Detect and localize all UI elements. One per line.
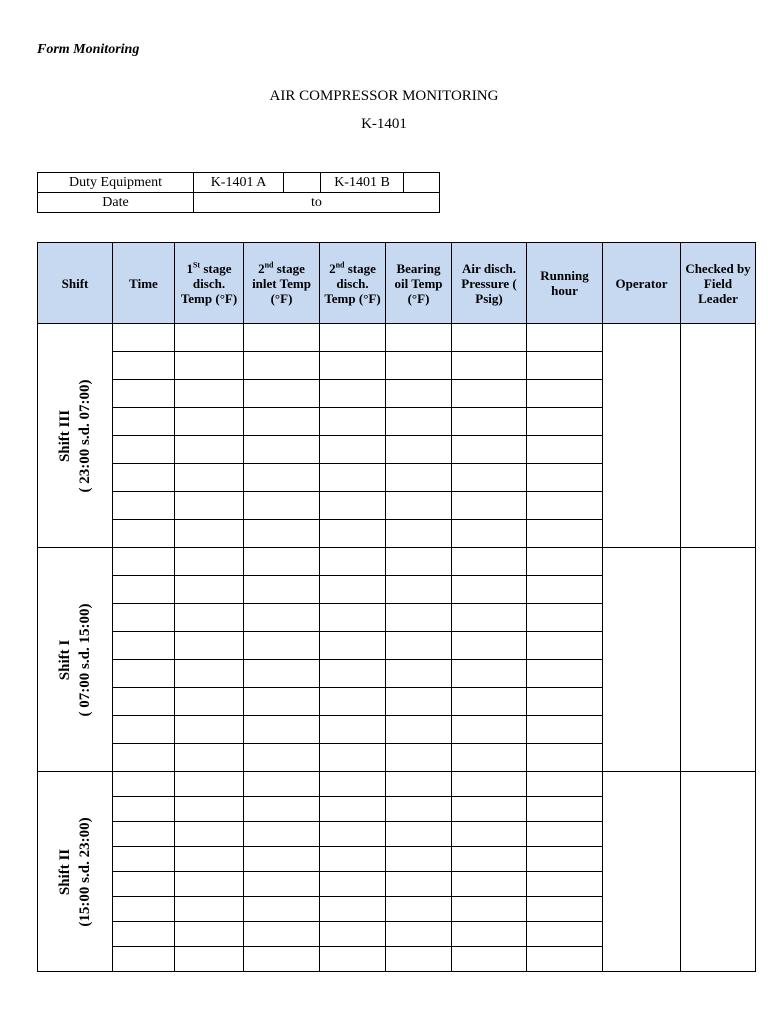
col-time: Time <box>113 243 175 324</box>
ordinal-suffix: nd <box>335 260 345 270</box>
ordinal-number: 1 <box>186 260 193 276</box>
second-stage-disch-temp-cell[interactable] <box>320 352 386 380</box>
col-first-stage-disch-temp <box>175 243 244 324</box>
time-cell[interactable] <box>113 632 175 660</box>
air-disch-pressure-cell[interactable] <box>452 688 527 716</box>
second-stage-disch-temp-cell[interactable] <box>320 744 386 772</box>
bearing-oil-temp-cell[interactable] <box>386 352 452 380</box>
table-row <box>38 772 756 797</box>
bearing-oil-temp-cell[interactable] <box>386 688 452 716</box>
shift-label <box>55 603 95 716</box>
running-hour-cell[interactable] <box>527 492 603 520</box>
page-title: AIR COMPRESSOR MONITORING <box>269 88 499 104</box>
time-cell[interactable] <box>113 897 175 922</box>
air-disch-pressure-cell[interactable] <box>452 520 527 548</box>
time-cell[interactable] <box>113 822 175 847</box>
shift-cell <box>38 324 113 548</box>
time-cell[interactable] <box>113 688 175 716</box>
running-hour-cell[interactable] <box>527 897 603 922</box>
second-stage-inlet-temp-cell[interactable] <box>244 872 320 897</box>
running-hour-cell[interactable] <box>527 772 603 797</box>
running-hour-cell[interactable] <box>527 822 603 847</box>
time-cell[interactable] <box>113 324 175 352</box>
air-disch-pressure-cell[interactable] <box>452 797 527 822</box>
second-stage-inlet-temp-cell[interactable] <box>244 408 320 436</box>
running-hour-cell[interactable] <box>527 352 603 380</box>
first-stage-disch-temp-cell[interactable] <box>175 872 244 897</box>
air-disch-pressure-cell[interactable] <box>452 436 527 464</box>
second-stage-inlet-temp-cell[interactable] <box>244 660 320 688</box>
second-stage-inlet-temp-cell[interactable] <box>244 520 320 548</box>
duty-label: Duty Equipment <box>38 173 194 193</box>
second-stage-inlet-temp-cell[interactable] <box>244 464 320 492</box>
operator-cell[interactable] <box>603 772 681 972</box>
checked-by-cell[interactable] <box>681 548 756 772</box>
second-stage-inlet-temp-cell[interactable] <box>244 436 320 464</box>
shift-name: Shift III <box>57 409 73 462</box>
duty-check-b[interactable] <box>404 173 440 193</box>
checked-by-cell[interactable] <box>681 772 756 972</box>
second-stage-inlet-temp-cell[interactable] <box>244 352 320 380</box>
second-stage-disch-temp-cell[interactable] <box>320 716 386 744</box>
air-disch-pressure-cell[interactable] <box>452 408 527 436</box>
air-disch-pressure-cell[interactable] <box>452 632 527 660</box>
air-disch-pressure-cell[interactable] <box>452 772 527 797</box>
bearing-oil-temp-cell[interactable] <box>386 464 452 492</box>
running-hour-cell[interactable] <box>527 797 603 822</box>
second-stage-disch-temp-cell[interactable] <box>320 947 386 972</box>
duty-option-b: K-1401 B <box>321 173 404 193</box>
running-hour-cell[interactable] <box>527 922 603 947</box>
first-stage-disch-temp-cell[interactable] <box>175 492 244 520</box>
time-cell[interactable] <box>113 797 175 822</box>
air-disch-pressure-cell[interactable] <box>452 947 527 972</box>
form-label: Form Monitoring <box>37 42 140 57</box>
time-cell[interactable] <box>113 660 175 688</box>
first-stage-disch-temp-cell[interactable] <box>175 744 244 772</box>
bearing-oil-temp-cell[interactable] <box>386 436 452 464</box>
running-hour-cell[interactable] <box>527 324 603 352</box>
air-disch-pressure-cell[interactable] <box>452 660 527 688</box>
duty-row <box>38 173 440 193</box>
time-cell[interactable] <box>113 492 175 520</box>
second-stage-disch-temp-cell[interactable] <box>320 897 386 922</box>
bearing-oil-temp-cell[interactable] <box>386 872 452 897</box>
ordinal-suffix: nd <box>264 260 274 270</box>
second-stage-disch-temp-cell[interactable] <box>320 604 386 632</box>
air-disch-pressure-cell[interactable] <box>452 897 527 922</box>
ordinal-number: 2 <box>329 260 336 276</box>
second-stage-disch-temp-cell[interactable] <box>320 548 386 576</box>
running-hour-cell[interactable] <box>527 688 603 716</box>
time-cell[interactable] <box>113 520 175 548</box>
second-stage-disch-temp-cell[interactable] <box>320 822 386 847</box>
table-body <box>38 324 756 972</box>
time-cell[interactable] <box>113 772 175 797</box>
running-hour-cell[interactable] <box>527 632 603 660</box>
bearing-oil-temp-cell[interactable] <box>386 660 452 688</box>
time-cell[interactable] <box>113 352 175 380</box>
running-hour-cell[interactable] <box>527 847 603 872</box>
second-stage-disch-temp-cell[interactable] <box>320 576 386 604</box>
running-hour-cell[interactable] <box>527 716 603 744</box>
second-stage-disch-temp-cell[interactable] <box>320 660 386 688</box>
bearing-oil-temp-cell[interactable] <box>386 744 452 772</box>
first-stage-disch-temp-cell[interactable] <box>175 660 244 688</box>
duty-option-a: K-1401 A <box>194 173 284 193</box>
second-stage-inlet-temp-cell[interactable] <box>244 380 320 408</box>
bearing-oil-temp-cell[interactable] <box>386 847 452 872</box>
shift-cell <box>38 772 113 972</box>
shift-hours: ( 07:00 s.d. 15:00) <box>77 603 93 716</box>
shift-label <box>55 817 95 926</box>
second-stage-inlet-temp-cell[interactable] <box>244 576 320 604</box>
shift-cell <box>38 548 113 772</box>
monitoring-table <box>37 242 756 972</box>
checked-by-cell[interactable] <box>681 324 756 548</box>
second-stage-disch-temp-cell[interactable] <box>320 632 386 660</box>
second-stage-disch-temp-cell[interactable] <box>320 688 386 716</box>
air-disch-pressure-cell[interactable] <box>452 872 527 897</box>
running-hour-cell[interactable] <box>527 576 603 604</box>
bearing-oil-temp-cell[interactable] <box>386 380 452 408</box>
col-operator: Operator <box>603 243 681 324</box>
page-subtitle: K-1401 <box>361 116 407 132</box>
second-stage-inlet-temp-cell[interactable] <box>244 492 320 520</box>
ordinal-number: 2 <box>258 260 265 276</box>
air-disch-pressure-cell[interactable] <box>452 744 527 772</box>
table-row <box>38 548 756 576</box>
second-stage-disch-temp-cell[interactable] <box>320 380 386 408</box>
col-checked-by: Checked by Field Leader <box>681 243 756 324</box>
first-stage-disch-temp-cell[interactable] <box>175 716 244 744</box>
time-cell[interactable] <box>113 380 175 408</box>
first-stage-disch-temp-cell[interactable] <box>175 847 244 872</box>
running-hour-cell[interactable] <box>527 464 603 492</box>
second-stage-disch-temp-cell[interactable] <box>320 520 386 548</box>
bearing-oil-temp-cell[interactable] <box>386 897 452 922</box>
running-hour-cell[interactable] <box>527 947 603 972</box>
air-disch-pressure-cell[interactable] <box>452 380 527 408</box>
col-air-disch-pressure: Air disch. Pressure ( Psig) <box>452 243 527 324</box>
second-stage-inlet-temp-cell[interactable] <box>244 947 320 972</box>
running-hour-cell[interactable] <box>527 408 603 436</box>
bearing-oil-temp-cell[interactable] <box>386 772 452 797</box>
bearing-oil-temp-cell[interactable] <box>386 822 452 847</box>
col-label-rest: stage inlet Temp (°F) <box>252 260 311 306</box>
shift-name: Shift I <box>57 639 73 680</box>
ordinal-suffix: St <box>192 260 201 270</box>
second-stage-inlet-temp-cell[interactable] <box>244 744 320 772</box>
second-stage-inlet-temp-cell[interactable] <box>244 324 320 352</box>
first-stage-disch-temp-cell[interactable] <box>175 632 244 660</box>
air-disch-pressure-cell[interactable] <box>452 352 527 380</box>
air-disch-pressure-cell[interactable] <box>452 716 527 744</box>
first-stage-disch-temp-cell[interactable] <box>175 897 244 922</box>
bearing-oil-temp-cell[interactable] <box>386 408 452 436</box>
running-hour-cell[interactable] <box>527 604 603 632</box>
col-label-rest: stage disch. Temp (°F) <box>324 260 381 306</box>
time-cell[interactable] <box>113 436 175 464</box>
running-hour-cell[interactable] <box>527 548 603 576</box>
first-stage-disch-temp-cell[interactable] <box>175 688 244 716</box>
second-stage-disch-temp-cell[interactable] <box>320 797 386 822</box>
second-stage-disch-temp-cell[interactable] <box>320 324 386 352</box>
second-stage-inlet-temp-cell[interactable] <box>244 548 320 576</box>
time-cell[interactable] <box>113 548 175 576</box>
air-disch-pressure-cell[interactable] <box>452 922 527 947</box>
second-stage-inlet-temp-cell[interactable] <box>244 822 320 847</box>
second-stage-disch-temp-cell[interactable] <box>320 464 386 492</box>
first-stage-disch-temp-cell[interactable] <box>175 408 244 436</box>
second-stage-disch-temp-cell[interactable] <box>320 408 386 436</box>
date-range-field[interactable]: to <box>194 193 440 213</box>
shift-hours: (15:00 s.d. 23:00) <box>77 816 93 927</box>
running-hour-cell[interactable] <box>527 744 603 772</box>
air-disch-pressure-cell[interactable] <box>452 492 527 520</box>
time-cell[interactable] <box>113 922 175 947</box>
second-stage-inlet-temp-cell[interactable] <box>244 604 320 632</box>
first-stage-disch-temp-cell[interactable] <box>175 520 244 548</box>
time-cell[interactable] <box>113 408 175 436</box>
running-hour-cell[interactable] <box>527 436 603 464</box>
air-disch-pressure-cell[interactable] <box>452 464 527 492</box>
bearing-oil-temp-cell[interactable] <box>386 548 452 576</box>
bearing-oil-temp-cell[interactable] <box>386 947 452 972</box>
operator-cell[interactable] <box>603 324 681 548</box>
second-stage-disch-temp-cell[interactable] <box>320 922 386 947</box>
bearing-oil-temp-cell[interactable] <box>386 797 452 822</box>
time-cell[interactable] <box>113 744 175 772</box>
time-cell[interactable] <box>113 716 175 744</box>
air-disch-pressure-cell[interactable] <box>452 548 527 576</box>
duty-equipment-table <box>37 172 440 213</box>
time-cell[interactable] <box>113 576 175 604</box>
second-stage-inlet-temp-cell[interactable] <box>244 847 320 872</box>
bearing-oil-temp-cell[interactable] <box>386 922 452 947</box>
second-stage-disch-temp-cell[interactable] <box>320 847 386 872</box>
first-stage-disch-temp-cell[interactable] <box>175 548 244 576</box>
bearing-oil-temp-cell[interactable] <box>386 716 452 744</box>
second-stage-inlet-temp-cell[interactable] <box>244 716 320 744</box>
col-bearing-oil-temp: Bearing oil Temp (°F) <box>386 243 452 324</box>
shift-name: Shift II <box>57 848 73 895</box>
first-stage-disch-temp-cell[interactable] <box>175 797 244 822</box>
bearing-oil-temp-cell[interactable] <box>386 632 452 660</box>
col-second-stage-inlet-temp <box>244 243 320 324</box>
duty-check-a[interactable] <box>284 173 321 193</box>
operator-cell[interactable] <box>603 548 681 772</box>
second-stage-disch-temp-cell[interactable] <box>320 492 386 520</box>
first-stage-disch-temp-cell[interactable] <box>175 947 244 972</box>
second-stage-disch-temp-cell[interactable] <box>320 772 386 797</box>
table-row <box>38 324 756 352</box>
second-stage-inlet-temp-cell[interactable] <box>244 897 320 922</box>
air-disch-pressure-cell[interactable] <box>452 604 527 632</box>
first-stage-disch-temp-cell[interactable] <box>175 380 244 408</box>
col-label-rest: stage disch. Temp (°F) <box>180 260 238 306</box>
date-row <box>38 193 440 213</box>
first-stage-disch-temp-cell[interactable] <box>175 772 244 797</box>
first-stage-disch-temp-cell[interactable] <box>175 576 244 604</box>
bearing-oil-temp-cell[interactable] <box>386 576 452 604</box>
time-cell[interactable] <box>113 947 175 972</box>
first-stage-disch-temp-cell[interactable] <box>175 436 244 464</box>
second-stage-disch-temp-cell[interactable] <box>320 436 386 464</box>
first-stage-disch-temp-cell[interactable] <box>175 324 244 352</box>
first-stage-disch-temp-cell[interactable] <box>175 822 244 847</box>
first-stage-disch-temp-cell[interactable] <box>175 464 244 492</box>
time-cell[interactable] <box>113 604 175 632</box>
second-stage-inlet-temp-cell[interactable] <box>244 797 320 822</box>
time-cell[interactable] <box>113 872 175 897</box>
running-hour-cell[interactable] <box>527 380 603 408</box>
air-disch-pressure-cell[interactable] <box>452 847 527 872</box>
second-stage-inlet-temp-cell[interactable] <box>244 922 320 947</box>
header-row <box>38 243 756 324</box>
shift-label <box>55 379 95 492</box>
bearing-oil-temp-cell[interactable] <box>386 492 452 520</box>
second-stage-inlet-temp-cell[interactable] <box>244 772 320 797</box>
first-stage-disch-temp-cell[interactable] <box>175 604 244 632</box>
time-cell[interactable] <box>113 464 175 492</box>
first-stage-disch-temp-cell[interactable] <box>175 922 244 947</box>
time-cell[interactable] <box>113 847 175 872</box>
col-running-hour: Running hour <box>527 243 603 324</box>
running-hour-cell[interactable] <box>527 660 603 688</box>
second-stage-inlet-temp-cell[interactable] <box>244 632 320 660</box>
second-stage-inlet-temp-cell[interactable] <box>244 688 320 716</box>
air-disch-pressure-cell[interactable] <box>452 576 527 604</box>
bearing-oil-temp-cell[interactable] <box>386 520 452 548</box>
bearing-oil-temp-cell[interactable] <box>386 604 452 632</box>
air-disch-pressure-cell[interactable] <box>452 324 527 352</box>
air-disch-pressure-cell[interactable] <box>452 822 527 847</box>
running-hour-cell[interactable] <box>527 872 603 897</box>
first-stage-disch-temp-cell[interactable] <box>175 352 244 380</box>
shift-hours: ( 23:00 s.d. 07:00) <box>77 379 93 492</box>
running-hour-cell[interactable] <box>527 520 603 548</box>
bearing-oil-temp-cell[interactable] <box>386 324 452 352</box>
second-stage-disch-temp-cell[interactable] <box>320 872 386 897</box>
col-second-stage-disch-temp <box>320 243 386 324</box>
date-label: Date <box>38 193 194 213</box>
col-shift: Shift <box>38 243 113 324</box>
